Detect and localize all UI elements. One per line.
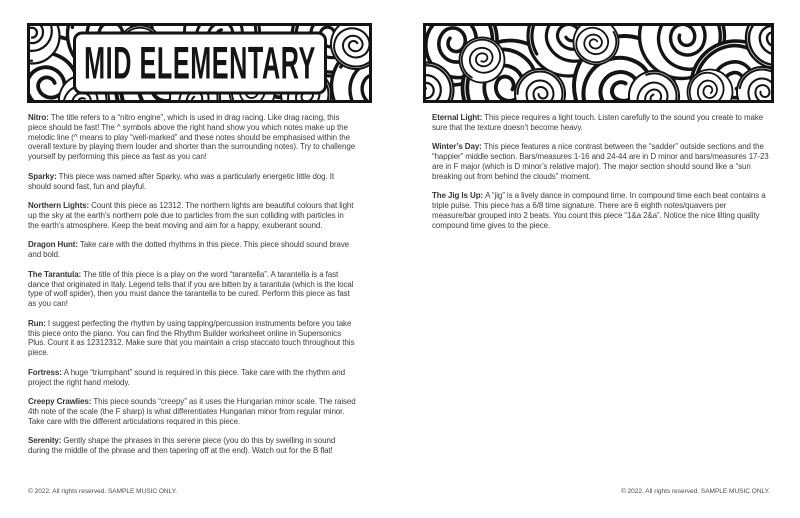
piece-title: Eternal Light: xyxy=(432,113,483,122)
left-banner xyxy=(27,23,372,103)
piece-title: Winter’s Day: xyxy=(432,142,482,152)
piece-description: This piece was named after Sparky, who was a particularly energetic little dog. It should sound fast, fun and playful. xyxy=(28,171,334,191)
piece-note-eternal-light xyxy=(432,113,769,133)
right-banner xyxy=(423,23,774,103)
left-notes-column xyxy=(28,113,356,466)
right-copyright-footer: © 2022. All rights reserved. SAMPLE MUSIC ONLY. xyxy=(620,488,770,495)
swirl-pattern-icon xyxy=(426,26,771,100)
left-copyright-footer: © 2022. All rights reserved. SAMPLE MUSIC ONLY. xyxy=(28,488,178,495)
piece-title: Nitro: xyxy=(28,113,49,122)
piece-title: Serenity: xyxy=(28,436,62,446)
piece-note-northern-lights xyxy=(28,201,356,230)
piece-title: The Tarantula: xyxy=(28,269,82,279)
piece-description: The title of this piece is a play on the word “tarantella”. A tarantella is a fast dance that originated in Italy. Legend tells that if you are bitten by a tarantula (which is the local type of wolf spider), then you must dance the tarantella to be cured. Perform this piece as fast as you can! xyxy=(28,269,354,309)
piece-title: Northern Lights: xyxy=(28,201,90,211)
title-plaque xyxy=(73,32,327,95)
piece-description: Take care with the dotted rhythms in this piece. This piece should sound brave and bold. xyxy=(28,240,350,260)
piece-note-nitro xyxy=(28,113,356,162)
piece-note-serenity xyxy=(28,436,356,456)
piece-title: Creepy Crawlies: xyxy=(28,397,92,407)
piece-note-fortress xyxy=(28,368,356,388)
piece-description: I suggest perfecting the rhythm by using tapping/percussion instruments before you take this piece onto the piano. You can find the Rhythm Builder worksheet online in Supersonics Plus. Count it as 12312312. Make sure that you maintain a crisp staccato touch throughout this piece. xyxy=(28,318,355,358)
piece-note-creepy-crawlies xyxy=(28,397,356,426)
piece-description: This piece requires a light touch. Listen carefully to the sound you create to make sure that the texture doesn’t become heavy. xyxy=(432,113,764,132)
piece-note-the-jig-is-up xyxy=(432,191,769,230)
piece-note-dragon-hunt xyxy=(28,240,356,260)
piece-note-run xyxy=(28,319,356,358)
piece-description: This piece sounds “creepy” as it uses the Hungarian minor scale. The raised 4th note of the scale (the F sharp) is what differentiates Hungarian minor from regular minor. Take care with the different articulations required in this piece. xyxy=(28,397,356,426)
piece-description: A “jig” is a lively dance in compound time. In compound time each beat contains a triple pulse. This piece has a 6/8 time signature. There are 6 eighth notes/quavers per measure/bar grouped into 2 beats. You count this piece “1&a 2&a”. Notice the nice lilting quality compound time gives to the piece. xyxy=(432,191,766,230)
piece-note-sparky xyxy=(28,172,356,192)
piece-title: The Jig Is Up: xyxy=(432,191,484,201)
piece-title: Sparky: xyxy=(28,171,57,181)
right-notes-column xyxy=(432,113,769,240)
piece-description: The title refers to a “nitro engine”, which is used in drag racing. Like drag racing, this piece should be fast! The ^ symbols above the right hand show you which notes make up the melodic line (^ means to play “well-marked” and these notes should be emphasised within the overall texture by playing them louder and shorter than the surrounding notes). Try to challenge yourself by performing this piece as fast as you can! xyxy=(28,113,356,162)
piece-description: Gently shape the phrases in this serene piece (you do this by swelling in sound during the middle of the phrase and then tapering off at the end). Watch out for the B flat! xyxy=(28,436,336,456)
piece-description: Count this piece as 12312. The northern lights are beautiful colours that light up the sky at the earth’s northern pole due to particles from the sun colliding with particles in the earth’s atmosphere. Keep the beat moving and aim for a happy, exuberant sound. xyxy=(28,201,354,230)
page-title: MID ELEMENTARY xyxy=(83,37,316,89)
piece-title: Fortress: xyxy=(28,367,62,377)
piece-note-the-tarantula xyxy=(28,270,356,309)
piece-note-winters-day xyxy=(432,142,769,181)
piece-title: Dragon Hunt: xyxy=(28,240,78,250)
piece-description: This piece features a nice contrast between the “sadder” outside sections and the “happier” middle section. Bars/measures 1-16 and 24-44 are in D minor and bars/measures 17-23 are in F major (which is D minor’s relative major). The major section should sound like a “sun breaking out from behind the clouds” moment. xyxy=(432,142,769,181)
piece-description: A huge “triumphant” sound is required in this piece. Take care with the rhythm and project the right hand melody. xyxy=(28,367,345,387)
piece-title: Run: xyxy=(28,318,46,328)
